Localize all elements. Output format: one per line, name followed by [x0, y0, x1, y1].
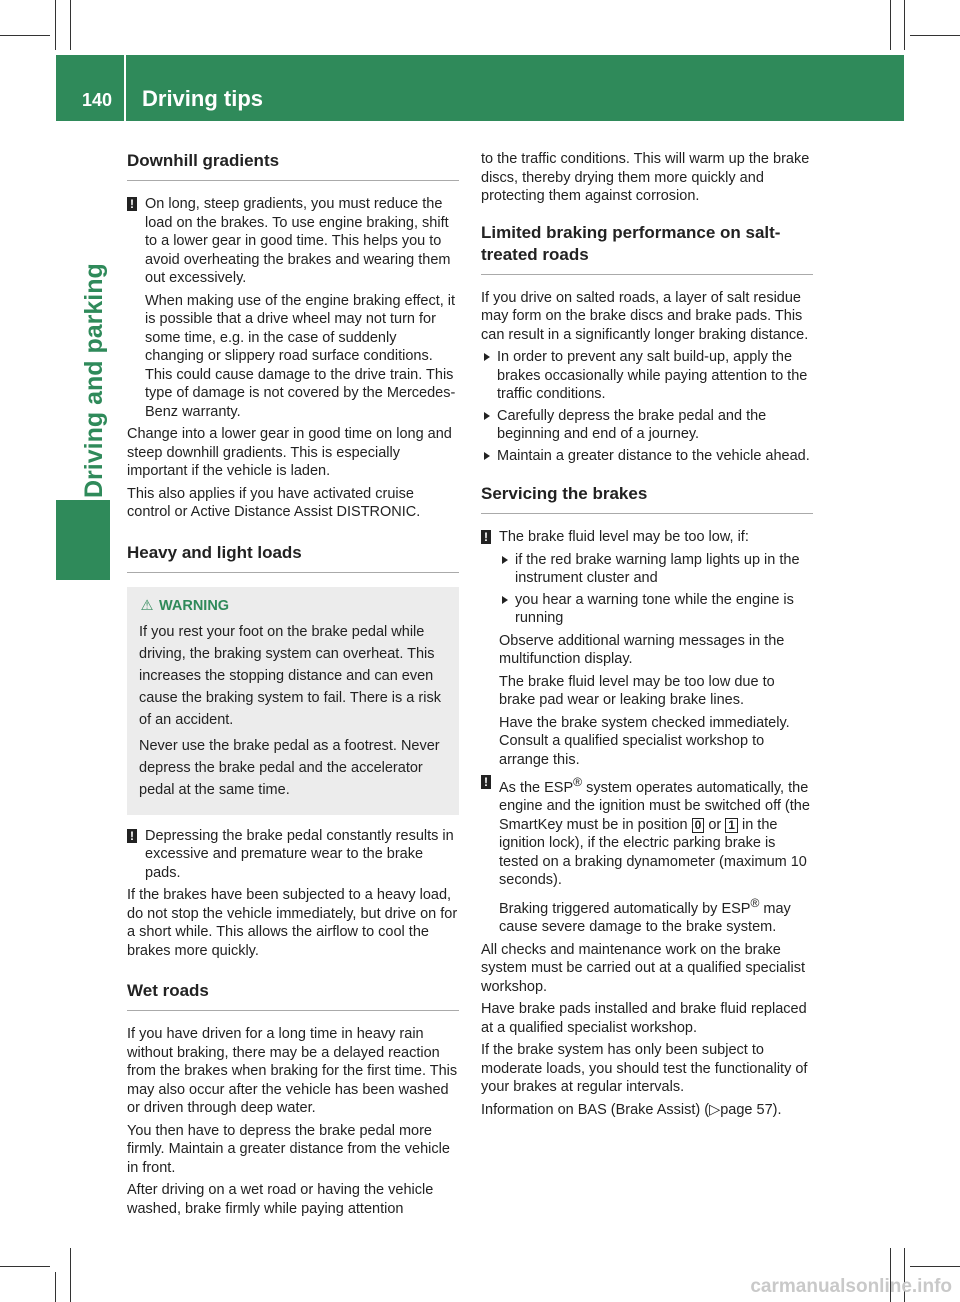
note-text: The brake fluid level may be too low due to brake pad wear or leaking brake lines.: [499, 673, 775, 708]
note-text: [499, 773, 813, 890]
crop-mark: [70, 1248, 71, 1302]
heading-salt-roads: Limited braking performance on salt-treated roads: [481, 222, 813, 275]
note-text: Have the brake system checked immediately. Consult a qualified specialist workshop to arrange this.: [499, 714, 790, 768]
page-number: 140: [82, 90, 113, 110]
note-text: When making use of the engine braking effect, it is possible that a drive wheel may not turn for some time, e.g. in the case of suddenly changing or slippery road surface conditions. This could cause damage to the drive train. This type of damage is not covered by the Mercedes-Benz warranty.: [145, 292, 456, 420]
warning-box: [127, 587, 459, 815]
warning-triangle-icon: ⚠: [140, 597, 154, 614]
crop-mark: [0, 35, 50, 36]
note-text: Depressing the brake pedal constantly results in excessive and premature wear to the brake pads.: [145, 827, 454, 881]
exclamation-icon: !: [481, 775, 491, 789]
paragraph: [481, 1101, 813, 1120]
exclamation-icon: !: [481, 530, 491, 544]
paragraph: to the traffic conditions. This will warm up the brake discs, thereby drying them more quickly and protecting them against corrosion.: [481, 151, 810, 204]
paragraph: Have brake pads installed and brake fluid replaced at a qualified specialist workshop.: [481, 1001, 807, 1036]
note-text: [499, 894, 813, 937]
exclamation-icon: !: [127, 197, 137, 211]
paragraph: This also applies if you have activated cruise control or Active Distance Assist DISTRONIC.: [127, 485, 421, 520]
list-item: In order to prevent any salt build-up, apply the brakes occasionally while paying attention to the traffic conditions.: [481, 348, 813, 404]
warning-title: WARNING: [159, 597, 230, 614]
heading-downhill: Downhill gradients: [127, 150, 459, 181]
text-fragment: Braking triggered automatically by ESP: [499, 900, 751, 917]
paragraph: All checks and maintenance work on the brake system must be carried out at a qualified specialist workshop.: [481, 941, 805, 995]
warning-text: Never use the brake pedal as a footrest. Never depress the brake pedal and the accelerator pedal at the same time.: [139, 737, 440, 798]
page-ref-arrow-icon: ▷: [709, 1101, 721, 1118]
text-fragment: system operates automatically, the engine and the ignition must be switched off (the SmartKey must be in position: [499, 779, 810, 833]
text-fragment: or: [704, 816, 726, 833]
note-text: On long, steep gradients, you must reduce the load on the brakes. To use engine braking, shift to a lower gear in good time. This helps you to avoid overheating the brakes and wearing them out excessively.: [145, 196, 451, 286]
warning-heading: [139, 595, 447, 617]
key-1-icon: 1: [725, 818, 738, 833]
note-brake-pads: [127, 827, 459, 883]
crop-mark: [0, 1266, 50, 1267]
crop-mark: [910, 1266, 960, 1267]
salt-list: [481, 348, 813, 465]
exclamation-icon: !: [127, 829, 137, 843]
paragraph: If you have driven for a long time in heavy rain without braking, there may be a delayed reaction from the brakes when braking for the first time. This may also occur after the vehicle has been washed or driven through deep water.: [127, 1026, 458, 1116]
paragraph: If the brakes have been subjected to a heavy load, do not stop the vehicle immediately, but drive on for a short while. This allows the airflow to cool the brakes more quickly.: [127, 887, 458, 959]
paragraph: If the brake system has only been subject to moderate loads, you should test the functionality of your brakes at regular intervals.: [481, 1042, 808, 1096]
side-tab-block: [56, 500, 110, 580]
crop-mark: [70, 0, 71, 50]
paragraph: Change into a lower gear in good time on long and steep downhill gradients. This is especially important if the vehicle is laden.: [127, 426, 452, 479]
page-reference-link[interactable]: page 57: [720, 1101, 773, 1118]
note-esp: [481, 773, 813, 937]
header-divider: [124, 55, 126, 121]
crop-mark: [55, 1272, 56, 1302]
list-item: you hear a warning tone while the engine is running: [499, 591, 813, 628]
warning-text: If you rest your foot on the brake pedal while driving, the braking system can overheat. This increases the stopping distance and can even cause the braking system to fail. There is a risk of an accident.: [139, 623, 441, 728]
heading-heavy-loads: Heavy and light loads: [127, 542, 459, 573]
side-tab-label: Driving and parking: [80, 263, 108, 498]
crop-mark: [910, 35, 960, 36]
note-brake-fluid: [481, 528, 813, 769]
paragraph: If you drive on salted roads, a layer of salt residue may form on the brake discs and brake pads. This can result in a significantly longer braking distance.: [481, 289, 809, 343]
note-text: Observe additional warning messages in the multifunction display.: [499, 632, 785, 667]
text-fragment: may cause severe damage to the brake system.: [499, 900, 791, 936]
registered-mark: ®: [573, 775, 583, 789]
paragraph: You then have to depress the brake pedal more firmly. Maintain a greater distance from the vehicle in front.: [127, 1122, 450, 1176]
section-title: Driving tips: [142, 86, 264, 111]
text-fragment: in the ignition lock), if the electric parking brake is tested on a braking dynamometer (maximum 10 seconds).: [499, 816, 807, 889]
crop-mark: [55, 0, 56, 50]
left-column: [127, 150, 459, 1222]
list-item: if the red brake warning lamp lights up in the instrument cluster and: [499, 551, 813, 588]
note-downhill: [127, 195, 459, 421]
crop-mark: [904, 0, 905, 50]
watermark: carmanualsonline.info: [750, 1276, 952, 1297]
text-fragment: As the ESP: [499, 779, 574, 796]
paragraph: After driving on a wet road or having the vehicle washed, brake firmly while paying attention: [127, 1182, 434, 1217]
list-item: Carefully depress the brake pedal and the beginning and end of a journey.: [481, 407, 813, 444]
text-fragment: Information on BAS (Brake Assist) (: [481, 1101, 710, 1118]
fluid-list: [499, 551, 813, 628]
registered-mark: ®: [750, 895, 760, 910]
key-0-icon: 0: [692, 818, 705, 833]
heading-wet-roads: Wet roads: [127, 980, 459, 1011]
note-text: The brake fluid level may be too low, if:: [499, 529, 749, 545]
crop-mark: [890, 0, 891, 50]
heading-servicing: Servicing the brakes: [481, 483, 813, 514]
text-fragment: ).: [772, 1101, 782, 1118]
list-item: Maintain a greater distance to the vehicle ahead.: [481, 447, 813, 466]
right-column: [481, 150, 813, 1123]
